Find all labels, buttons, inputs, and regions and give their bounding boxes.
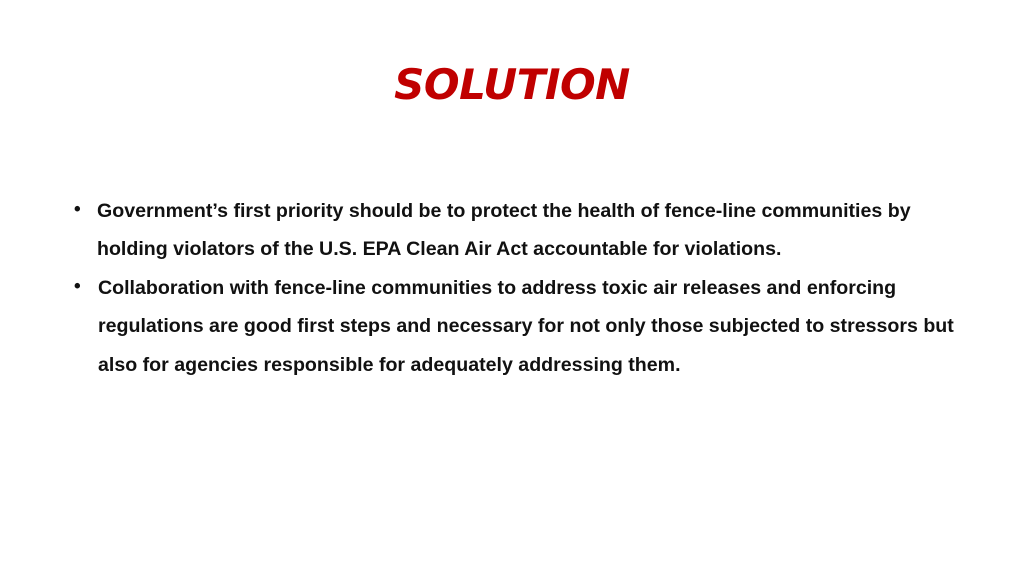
- bullet-list: [74, 192, 954, 384]
- slide-title: SOLUTION: [394, 60, 630, 109]
- bullet-marker: •: [74, 275, 81, 297]
- bullet-item: [74, 192, 954, 269]
- bullet-item: [74, 269, 954, 384]
- bullet-text: Collaboration with fence-line communities to address toxic air releases and enforcing regulations are good first steps and necessary for not only those subjected to stressors but also for agencies responsible for adequately addressing them.: [98, 276, 954, 376]
- bullet-text: Government’s first priority should be to protect the health of fence-line communities by holding violators of the U.S. EPA Clean Air Act accountable for violations.: [97, 200, 911, 261]
- bullet-marker: •: [74, 199, 81, 220]
